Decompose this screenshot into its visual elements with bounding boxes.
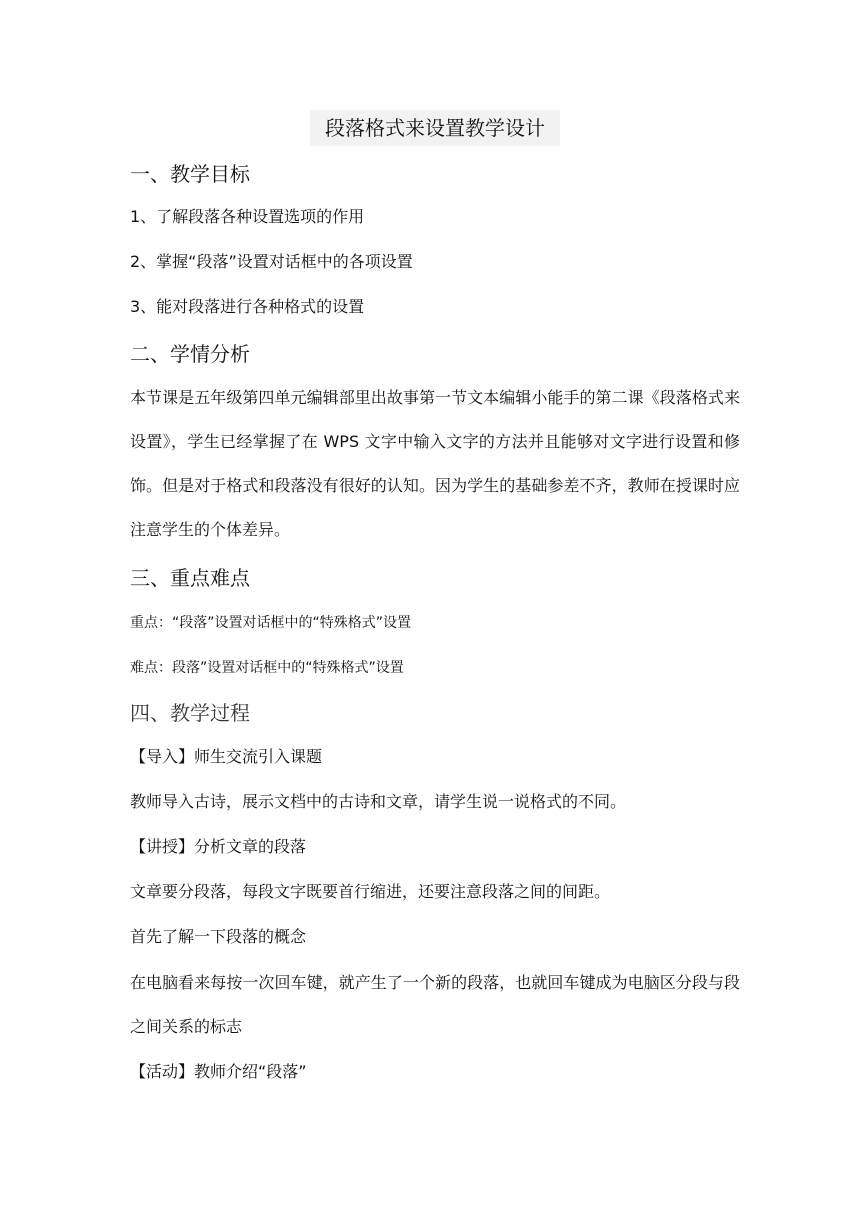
process-paragraph: 在电脑看来每按一次回车键，就产生了一个新的段落，也就回车键成为电脑区分段与段之间关系的标志 [130,973,740,1036]
process-line-1: 【导入】师生交流引入课题 [130,747,323,766]
section-heading-process: 四、教学过程 [130,701,250,725]
goal-item-3: 3、能对段落进行各种格式的设置 [130,297,365,316]
goal-item-1: 1、了解段落各种设置选项的作用 [130,207,365,226]
process-line-3: 【讲授】分析文章的段落 [130,837,307,856]
difficult-point-text: 难点：段落”设置对话框中的“特殊格式”设置 [130,660,404,676]
goal-item-2: 2、掌握“段落”设置对话框中的各项设置 [130,252,413,271]
analysis-paragraph: 本节课是五年级第四单元编辑部里出故事第一节文本编辑小能手的第二课《段落格式来设置》，学生已经掌握了在 WPS 文字中输入文字的方法并且能够对文字进行设置和修饰。但是对于格式和段落没有很好的认知。因为学生的基础参差不齐，教师在授课时应注意学生的个体差异。 [130,388,740,539]
section-heading-goals: 一、教学目标 [130,162,250,186]
process-line-4: 文章要分段落，每段文字既要首行缩进，还要注意段落之间的间距。 [130,882,611,901]
key-point-text: 重点：“段落”设置对话框中的“特殊格式”设置 [130,615,412,631]
process-last-line: 【活动】教师介绍“段落” [130,1062,307,1081]
process-line-2: 教师导入古诗，展示文档中的古诗和文章，请学生说一说格式的不同。 [130,792,627,811]
section-heading-analysis: 二、学情分析 [130,342,250,366]
process-line-5: 首先了解一下段落的概念 [130,927,307,946]
section-heading-key-points: 三、重点难点 [130,566,250,590]
document-title: 段落格式来设置教学设计 [310,110,560,146]
